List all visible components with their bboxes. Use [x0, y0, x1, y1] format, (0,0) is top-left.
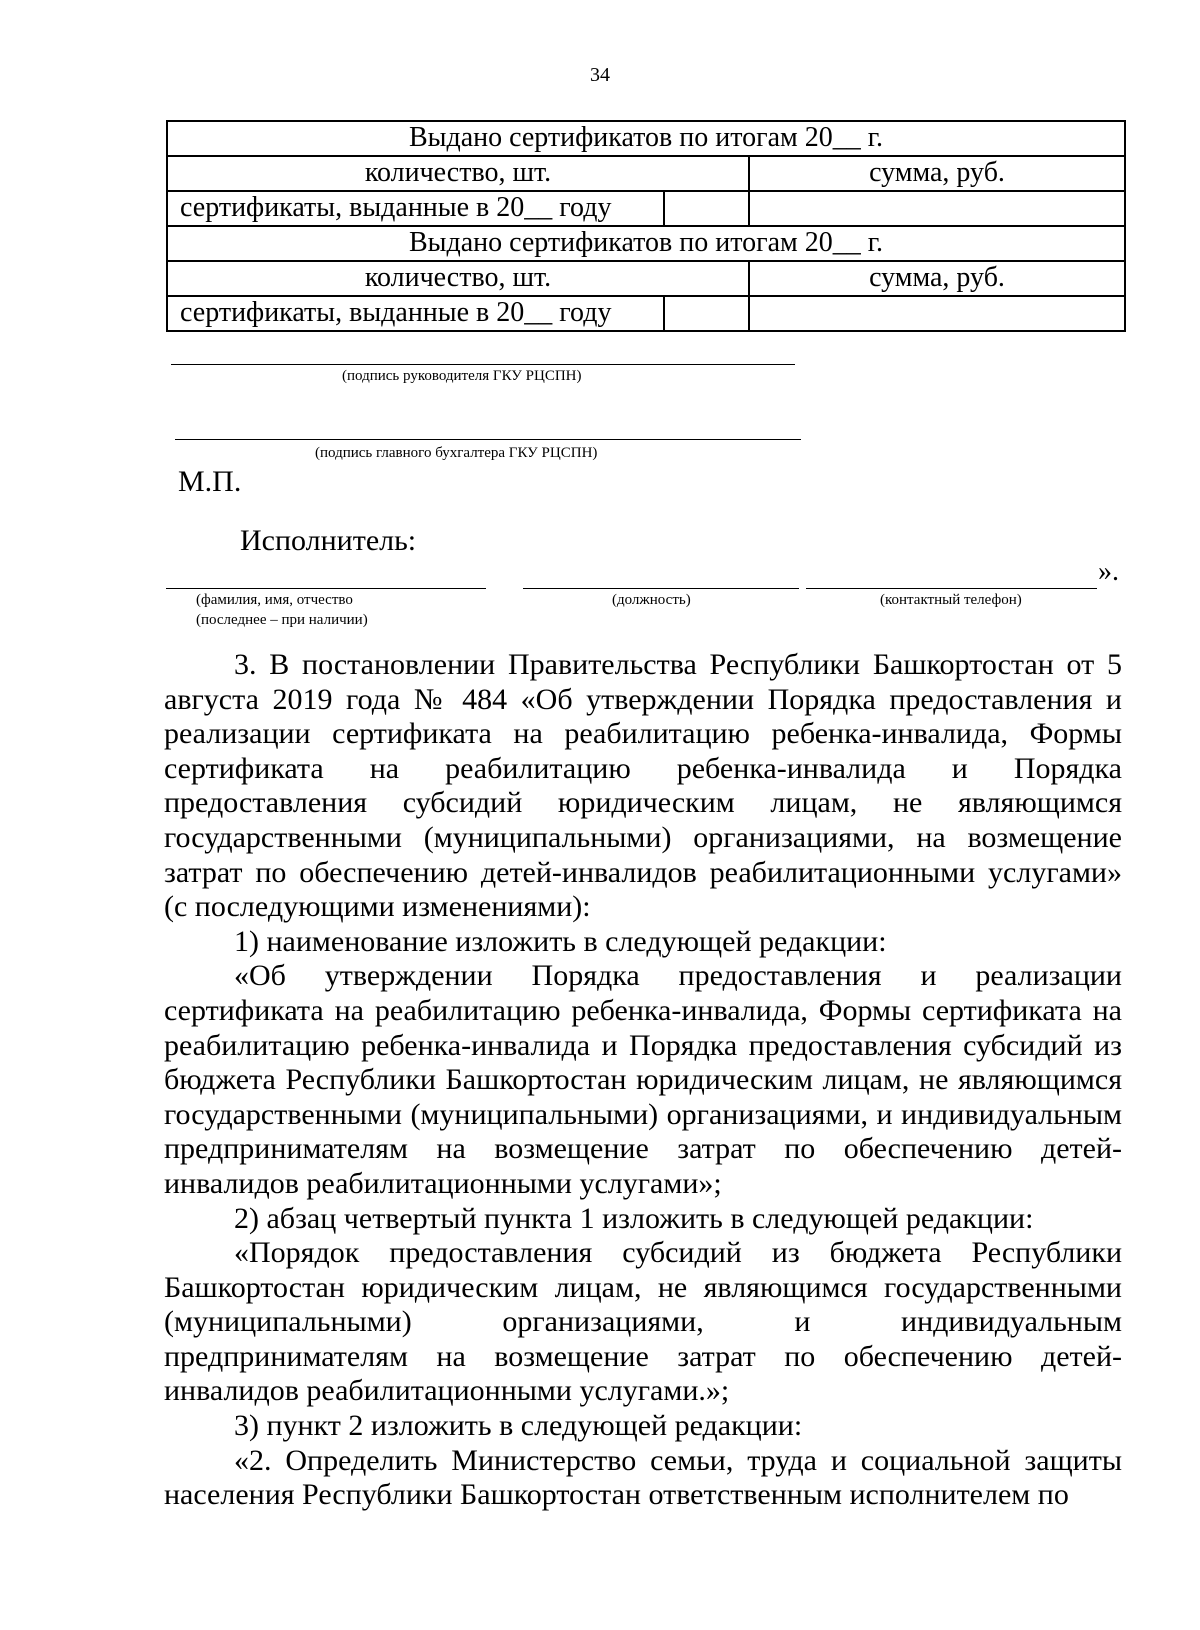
- table-row: [167, 261, 1125, 296]
- period-header-cell: Выдано сертификатов по итогам 20__ г.: [167, 226, 1125, 261]
- table-row: [167, 191, 1125, 226]
- closing-quote: ».: [1098, 556, 1119, 587]
- paragraph: 2) абзац четвертый пункта 1 изложить в следующей редакции:: [234, 1201, 1034, 1235]
- quantity-header-cell: количество, шт.: [167, 156, 749, 191]
- paragraph: 3) пункт 2 изложить в следующей редакции:: [234, 1409, 803, 1443]
- count-cell: [664, 191, 749, 226]
- paragraph: 1) наименование изложить в следующей редакции:: [234, 924, 887, 958]
- table-row: [167, 156, 1125, 191]
- sum-cell: [749, 296, 1125, 331]
- executor-label: Исполнитель:: [240, 524, 417, 557]
- table-row: [167, 121, 1125, 156]
- paragraph: «Об утверждении Порядка предоставления и реализации сертификата на реабилитацию ребенка-инвалида, Формы сертификата на реабилитацию ребенка-инвалида и Порядка предоставления субсидий из бюджета Республики Башкортостан юридическим лицам, не являющимся государственными (муниципальными) организациями, и индивидуальным предпринимателям на возмещение затрат по обеспечению детей-инвалидов реабилитационными услугами»;: [164, 959, 1122, 1200]
- accountant-signature-caption: (подпись главного бухгалтера ГКУ РЦСПН): [315, 445, 598, 461]
- paragraph: 3. В постановлении Правительства Республики Башкортостан от 5 августа 2019 года № 484 «Об утверждении Порядка предоставления и реализации сертификата на реабилитацию ребенка-инвалида, Формы сертификата на реабилитацию ребенка-инвалида и Порядка предоставления субсидий юридическим лицам, не являющимся государственными (муниципальными) организациями, на возмещение затрат по обеспечению детей-инвалидов реабилитационными услугами» (с последующими изменениями):: [164, 648, 1122, 924]
- sum-header-cell: сумма, руб.: [749, 156, 1125, 191]
- period-header-cell: Выдано сертификатов по итогам 20__ г.: [167, 121, 1125, 156]
- table-row: [167, 296, 1125, 331]
- quantity-header-cell: количество, шт.: [167, 261, 749, 296]
- phone-line: [806, 588, 1097, 589]
- table-row: [167, 226, 1125, 261]
- page-number: 34: [590, 64, 610, 86]
- phone-caption: (контактный телефон): [880, 592, 1022, 608]
- certificates-table: [166, 120, 1126, 332]
- paragraph: «Порядок предоставления субсидий из бюджета Республики Башкортостан юридическим лицам, не являющимся государственными (муниципальными) организациями, и индивидуальным предпринимателям на возмещение затрат по обеспечению детей-инвалидов реабилитационными услугами.»;: [164, 1236, 1122, 1408]
- paragraph: «2. Определить Министерство семьи, труда и социальной защиты населения Республики Башкортостан ответственным исполнителем по: [164, 1443, 1122, 1512]
- sum-cell: [749, 191, 1125, 226]
- position-caption: (должность): [612, 592, 691, 608]
- row-label-cell: сертификаты, выданные в 20__ году: [167, 191, 664, 226]
- stamp-place-label: М.П.: [178, 465, 242, 498]
- head-signature-line: [171, 364, 795, 365]
- head-signature-caption: (подпись руководителя ГКУ РЦСПН): [342, 368, 582, 384]
- fio-caption: (фамилия, имя, отчество (последнее – при наличии): [196, 592, 368, 628]
- count-cell: [664, 296, 749, 331]
- row-label-cell: сертификаты, выданные в 20__ году: [167, 296, 664, 331]
- sum-header-cell: сумма, руб.: [749, 261, 1125, 296]
- body-text: [164, 648, 1122, 1513]
- position-line: [523, 588, 799, 589]
- accountant-signature-line: [175, 439, 801, 440]
- fio-line: [166, 588, 486, 589]
